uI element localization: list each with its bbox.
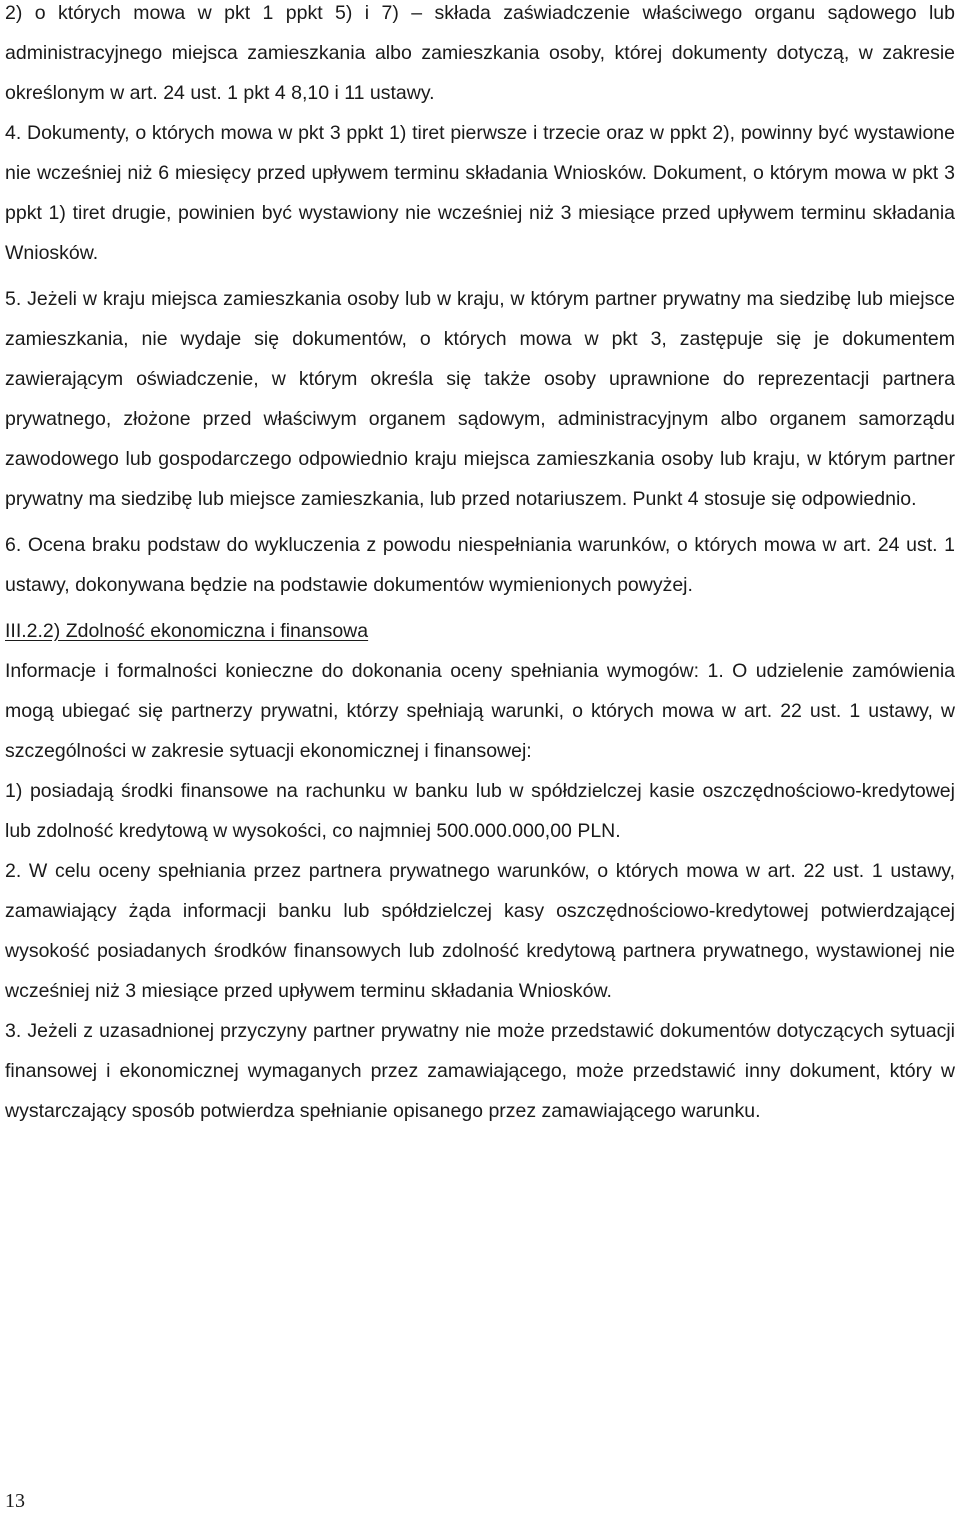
paragraph-4-documents-validity: 4. Dokumenty, o których mowa w pkt 3 ppkt 1) tiret pierwsze i trzecie oraz w ppkt 2), powinny być wystawione nie wcześniej niż 6 miesięcy przed upływem terminu składania Wniosków. Dokument, o którym mowa w pkt 3 ppkt 1) tiret drugie, powinien być wystawiony nie wcześniej niż 3 miesiące przed upływem terminu składania Wniosków. xyxy=(5,122,955,264)
document-page xyxy=(5,0,955,1131)
paragraph-bank-information: 2. W celu oceny spełniania przez partnera prywatnego warunków, o których mowa w art. 22 ust. 1 ustawy, zamawiający żąda informacji banku lub spółdzielczej kasy oszczędnościowo-kredytowej potwierdzającej wysokość posiadanych środków finansowych lub zdolność kredytową partnera prywatnego, wystawionej nie wcześniej niż 3 miesiące przed upływem terminu składania Wniosków. xyxy=(5,860,955,1002)
section-heading xyxy=(5,611,955,651)
paragraph-alternative-document: 3. Jeżeli z uzasadnionej przyczyny partner prywatny nie może przedstawić dokumentów dotyczących sytuacji finansowej i ekonomicznej wymaganych przez zamawiającego, może przedstawić inny dokument, który w wystarczający sposób potwierdza spełnianie opisanego przez zamawiającego warunku. xyxy=(5,1020,955,1122)
paragraph-6-exclusion-assessment: 6. Ocena braku podstaw do wykluczenia z powodu niespełniania warunków, o których mowa w art. 24 ust. 1 ustawy, dokonywana będzie na podstawie dokumentów wymienionych powyżej. xyxy=(5,534,955,596)
paragraph-requirements-intro: Informacje i formalności konieczne do dokonania oceny spełniania wymogów: 1. O udzielenie zamówienia mogą ubiegać się partnerzy prywatni, którzy spełniają warunki, o których mowa w art. 22 ust. 1 ustawy, w szczególności w zakresie sytuacji ekonomicznej i finansowej: xyxy=(5,660,955,762)
paragraph-financial-resources: 1) posiadają środki finansowe na rachunku w banku lub w spółdzielczej kasie oszczędnościowo-kredytowej lub zdolność kredytową w wysokości, co najmniej 500.000.000,00 PLN. xyxy=(5,780,955,842)
section-heading-text: III.2.2) Zdolność ekonomiczna i finansowa xyxy=(5,620,369,642)
paragraph-5-replacement-documents: 5. Jeżeli w kraju miejsca zamieszkania osoby lub w kraju, w którym partner prywatny ma siedzibę lub miejsce zamieszkania, nie wydaje się dokumentów, o których mowa w pkt 3, zastępuje się je dokumentem zawierającym oświadczenie, w którym określa się także osoby uprawnione do reprezentacji partnera prywatnego, złożone przed właściwym organem sądowym, administracyjnym albo organem samorządu zawodowego lub gospodarczego odpowiednio kraju miejsca zamieszkania osoby lub kraju, w którym partner prywatny ma siedzibę lub miejsce zamieszkania, lub przed notariuszem. Punkt 4 stosuje się odpowiednio. xyxy=(5,288,955,510)
page-number: 13 xyxy=(5,1490,25,1512)
paragraph-item-2-clause: 2) o których mowa w pkt 1 ppkt 5) i 7) – składa zaświadczenie właściwego organu sądowego lub administracyjnego miejsca zamieszkania albo zamieszkania osoby, której dokumenty dotyczą, w zakresie określonym w art. 24 ust. 1 pkt 4 8,10 i 11 ustawy. xyxy=(5,2,955,104)
